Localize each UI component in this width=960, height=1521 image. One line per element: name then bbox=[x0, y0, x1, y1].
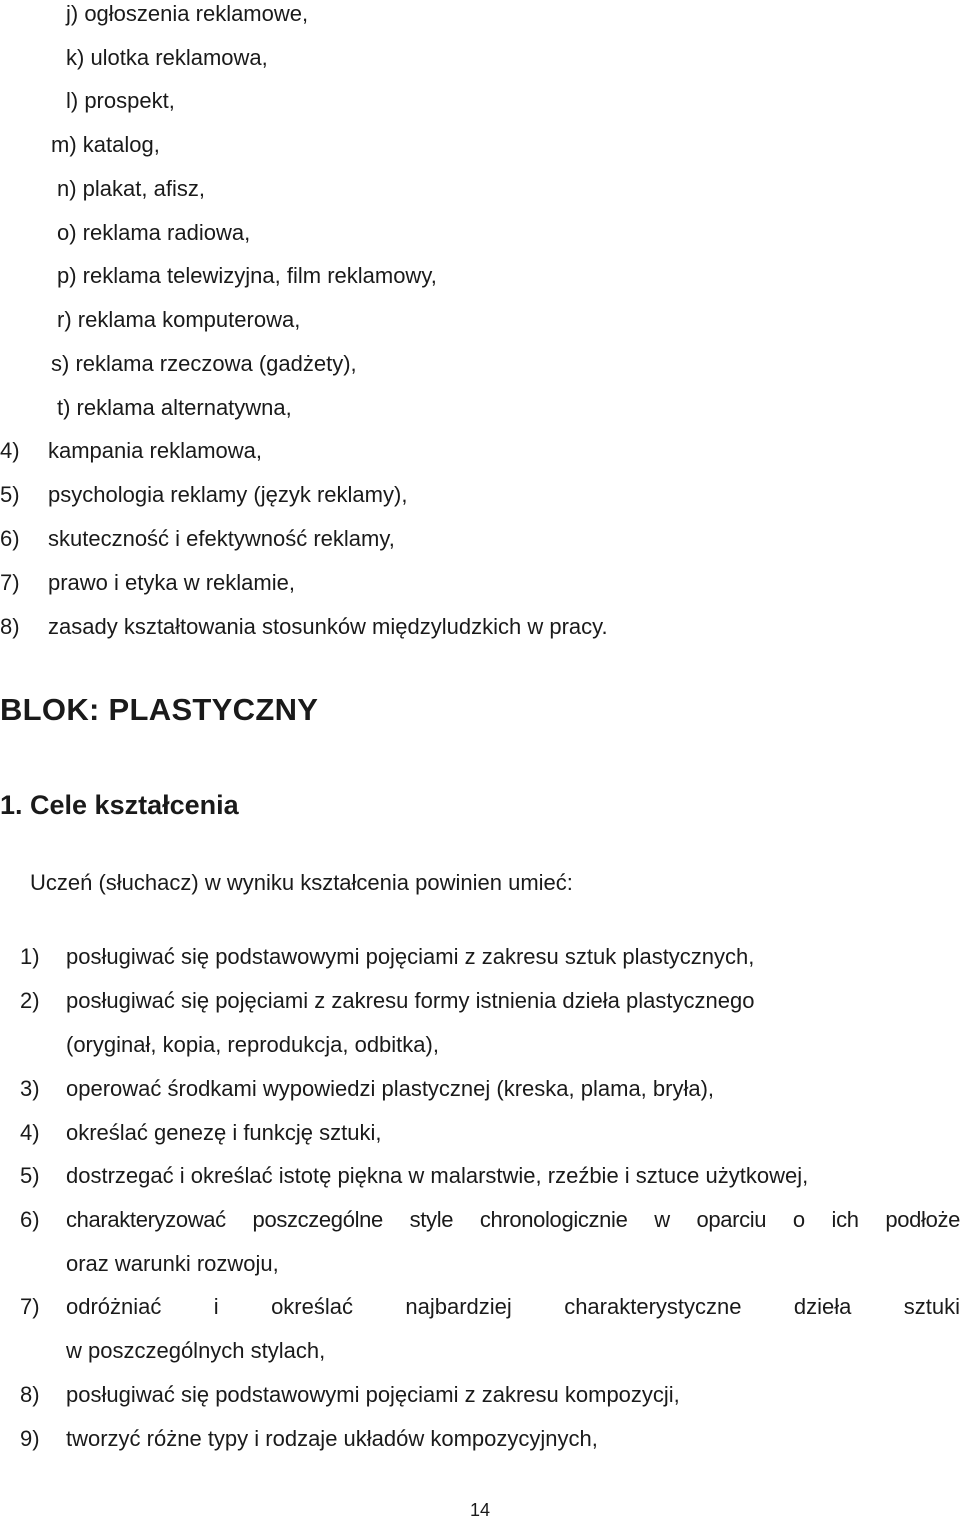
list-number: 8) bbox=[0, 614, 20, 639]
list-number: 6) bbox=[0, 526, 20, 551]
list-item-s: s) reklama rzeczowa (gadżety), bbox=[51, 351, 357, 376]
list-text: kampania reklamowa, bbox=[48, 438, 262, 463]
goal-text: operować środkami wypowiedzi plastycznej (kreska, plama, bryła), bbox=[66, 1076, 715, 1101]
goal-number: 7) bbox=[20, 1294, 40, 1319]
list-text: psychologia reklamy (język reklamy), bbox=[48, 482, 408, 507]
list-text: skuteczność i efektywność reklamy, bbox=[48, 526, 395, 551]
list-item-o: o) reklama radiowa, bbox=[57, 220, 251, 245]
goal-number: 6) bbox=[20, 1207, 40, 1232]
goal-number: 9) bbox=[20, 1426, 40, 1451]
list-number: 4) bbox=[0, 438, 20, 463]
intro-text: Uczeń (słuchacz) w wyniku kształcenia powinien umieć: bbox=[30, 870, 573, 895]
list-item-t: t) reklama alternatywna, bbox=[57, 395, 292, 420]
goal-number: 2) bbox=[20, 988, 40, 1013]
page-number: 14 bbox=[469, 1500, 491, 1520]
list-item-p: p) reklama telewizyjna, film reklamowy, bbox=[57, 263, 437, 288]
goal-text: tworzyć różne typy i rodzaje układów kompozycyjnych, bbox=[66, 1426, 598, 1451]
goal-text: odróżniać i określać najbardziej charakterystyczne dzieła sztuki bbox=[66, 1294, 960, 1319]
goal-number: 4) bbox=[20, 1120, 40, 1145]
list-item-r: r) reklama komputerowa, bbox=[57, 307, 301, 332]
goal-text: charakteryzować poszczególne style chronologicznie w oparciu o ich podłoże bbox=[66, 1207, 960, 1232]
list-item-k: k) ulotka reklamowa, bbox=[66, 45, 268, 70]
subsection-heading: 1. Cele kształcenia bbox=[0, 790, 239, 820]
list-item-n: n) plakat, afisz, bbox=[57, 176, 205, 201]
goal-text-continued: w poszczególnych stylach, bbox=[66, 1338, 326, 1363]
goal-text-continued: oraz warunki rozwoju, bbox=[66, 1251, 279, 1276]
list-item-j: j) ogłoszenia reklamowe, bbox=[66, 1, 309, 26]
goal-number: 8) bbox=[20, 1382, 40, 1407]
list-text: zasady kształtowania stosunków międzyludzkich w pracy. bbox=[48, 614, 608, 639]
goal-number: 3) bbox=[20, 1076, 40, 1101]
goal-text: dostrzegać i określać istotę piękna w malarstwie, rzeźbie i sztuce użytkowej, bbox=[66, 1163, 809, 1188]
list-number: 5) bbox=[0, 482, 20, 507]
goal-number: 5) bbox=[20, 1163, 40, 1188]
list-item-m: m) katalog, bbox=[51, 132, 160, 157]
section-heading: BLOK: PLASTYCZNY bbox=[0, 692, 319, 727]
goal-number: 1) bbox=[20, 944, 40, 969]
list-number: 7) bbox=[0, 570, 20, 595]
goal-text: posługiwać się podstawowymi pojęciami z zakresu kompozycji, bbox=[66, 1382, 680, 1407]
goal-text: określać genezę i funkcję sztuki, bbox=[66, 1120, 382, 1145]
goal-text: posługiwać się pojęciami z zakresu formy istnienia dzieła plastycznego bbox=[66, 988, 755, 1013]
goal-text-continued: (oryginał, kopia, reprodukcja, odbitka), bbox=[66, 1032, 439, 1057]
list-text: prawo i etyka w reklamie, bbox=[48, 570, 295, 595]
list-item-l: l) prospekt, bbox=[66, 88, 175, 113]
goal-text: posługiwać się podstawowymi pojęciami z zakresu sztuk plastycznych, bbox=[66, 944, 755, 969]
